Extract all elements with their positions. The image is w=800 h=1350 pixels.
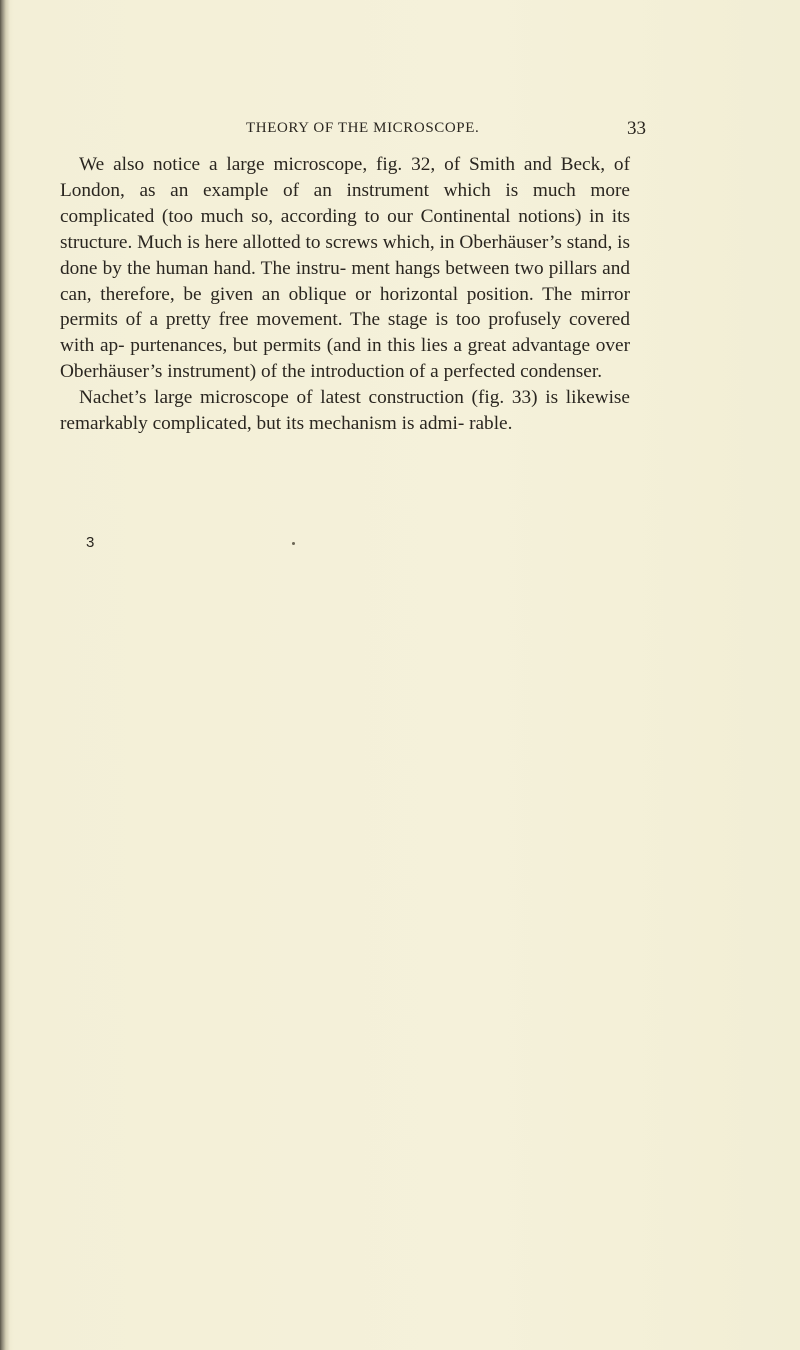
running-title: THEORY OF THE MICROSCOPE. [246, 120, 480, 136]
signature-mark: 3 [86, 534, 95, 551]
page-number: 33 [627, 118, 646, 139]
paper-speck [292, 542, 295, 545]
running-head [0, 118, 800, 142]
page-gutter-shadow [0, 0, 10, 1350]
paragraph-smith-beck: We also notice a large microscope, fig. 32, of Smith and Beck, of London, as an example of an instrument which is much more complicated (too much so, according to our Continental notions) in its structure. Much is here allotted to screws which, in Oberhäuser’s stand, is done by the human hand. The instru- ment hangs between two pillars and can, therefore, be given an oblique or horizontal position. The mirror permits of a pretty free movement. The stage is too profusely covered with ap- purtenances, but permits (and in this lies a great advantage over Oberhäuser’s instrument) of the introduction of a perfected condenser. [60, 154, 630, 383]
body-text [60, 152, 630, 437]
paragraph-nachet: Nachet’s large microscope of latest construction (fig. 33) is likewise remarkably complicated, but its mechanism is admi- rable. [60, 387, 630, 435]
